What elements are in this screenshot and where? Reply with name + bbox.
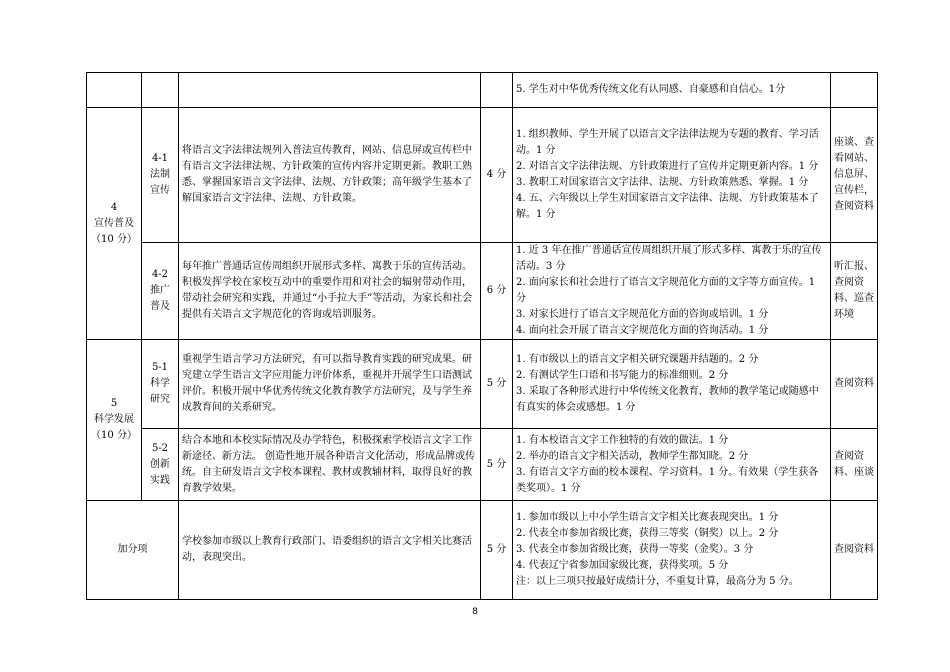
sub-title-1: 创新 — [150, 458, 170, 470]
category-title: 宣传普及 — [94, 217, 134, 229]
category-points: （10 分） — [91, 430, 137, 441]
criteria-item: 3. 代表全市参加省级比赛，获得一等奖（金奖）。3 分 — [516, 544, 754, 555]
content-cell: 将语言文字法律法规列入普法宣传教育，网站、信息屏或宣传栏中有语言文字法律法规、方针政策的宣传内容并定期更新。教职工熟悉、掌握国家语言文字法律、法规、方针政策；高年级学生基本了解国家语言文字法律、法规、方针政策。 — [179, 108, 481, 243]
criteria-item: 2. 面向家长和社会进行了语言文字规范化方面的文字等方面宣传。1 分 — [516, 277, 816, 304]
sub-title-1: 推广 — [150, 285, 170, 296]
criteria-item: 3. 教职工对国家语言文字法律、法规、方针政策熟悉、掌握。1 分 — [516, 177, 809, 188]
sub-code: 4-1 — [151, 153, 169, 164]
criteria-item: 2. 对语言文字法律法规、方针政策进行了宣传并定期更新内容。1 分 — [516, 161, 819, 172]
row-bonus — [87, 501, 878, 600]
sub-cell-empty — [142, 73, 179, 108]
sub-code: 4-2 — [151, 269, 169, 280]
content-cell: 每年推广普通话宣传周组织开展形式多样、寓教于乐的宣传活动。积极发挥学校在家校互动中的重要作用和对社会的辐射带动作用，带动社会研究和实践，并通过“小手拉大手”等活动，为家长和社会提供有关语言文字规范化的咨询或培训服务。 — [179, 243, 481, 340]
criteria-item: 2. 代表全市参加省级比赛，获得三等奖（铜奖）以上。2 分 — [516, 528, 779, 539]
cat-cell-empty — [87, 73, 142, 108]
criteria-cell — [513, 429, 831, 501]
score-cell: 5 分 — [481, 340, 513, 429]
subcategory-cell — [142, 429, 179, 501]
method-cell-empty — [831, 73, 878, 108]
criteria-item: 1. 组织教师、学生开展了以语言文字法律法规为专题的教育、学习活动。1 分 — [516, 129, 819, 156]
criteria-item: 2. 举办的语言文字相关活动，教师学生都知晓。2 分 — [516, 450, 749, 462]
criteria-cell — [513, 108, 831, 243]
sub-code: 5-1 — [151, 362, 169, 373]
sub-code: 5-2 — [151, 442, 169, 454]
method-cell: 听汇报、查阅资料、巡查环境 — [831, 243, 878, 340]
category-number: 5 — [110, 398, 118, 409]
criteria-item: 1. 有本校语言文字工作独特的有效的做法。1 分 — [516, 434, 729, 446]
evaluation-table — [86, 72, 878, 600]
category-number: 4 — [110, 201, 118, 213]
row-5-2 — [87, 429, 878, 501]
criteria-cell — [513, 73, 831, 108]
sub-title-2: 实践 — [150, 474, 170, 486]
row-4-2 — [87, 243, 878, 340]
criteria-item: 4. 五、六年级以上学生对国家语言文字法律、法规、方针政策基本了解。1 分 — [516, 193, 819, 220]
category-5-cell — [87, 340, 142, 501]
subcategory-cell — [142, 243, 179, 340]
continuation-row — [87, 73, 878, 108]
score-cell-empty — [481, 73, 513, 108]
bonus-label: 加分项 — [87, 501, 179, 600]
criteria-note: 注：以上三项只按最好成绩计分，不重复计算，最高分为 5 分。 — [516, 576, 799, 587]
score-cell: 5 分 — [481, 429, 513, 501]
content-cell: 结合本地和本校实际情况及办学特色，积极探索学校语言文字工作新途径、新方法。 创造性地开展各种语言文化活动，形成品牌或传统。自主研发语言文字校本课程、教材或教辅材料，取得良好的教育教学效果。 — [179, 429, 481, 501]
method-cell: 查阅资料 — [831, 340, 878, 429]
sub-title-2: 研究 — [150, 394, 170, 405]
sub-title-2: 普及 — [150, 301, 170, 312]
category-points: （10 分） — [91, 233, 137, 245]
sub-title-2: 宣传 — [150, 185, 170, 196]
criteria-item: 1. 参加市级以上中小学生语言文字相关比赛表现突出。1 分 — [516, 512, 779, 523]
score-cell: 4 分 — [481, 108, 513, 243]
sub-title-1: 法制 — [150, 169, 170, 180]
content-cell: 重视学生语言学习方法研究，有可以指导教育实践的研究成果。研究建立学生语言文字应用能力评价体系，重视并开展学生口语测试评价。积极开展中华优秀传统文化教育教学方法研究，及与学生养成教育间的关系研究。 — [179, 340, 481, 429]
category-4-cell — [87, 108, 142, 340]
criteria-item: 3. 对家长进行了语言文字规范化方面的咨询或培训。1 分 — [516, 309, 769, 320]
category-title: 科学发展 — [94, 414, 134, 425]
criteria-item: 4. 代表辽宁省参加国家级比赛，获得奖项。5 分 — [516, 560, 729, 571]
criteria-cell — [513, 340, 831, 429]
criteria-item: 1. 近 3 年在推广普通话宣传周组织开展了形式多样、寓教于乐的宣传活动。3 分 — [516, 245, 822, 272]
criteria-cell — [513, 501, 831, 600]
row-5-1 — [87, 340, 878, 429]
row-4-1 — [87, 108, 878, 243]
content-cell: 学校参加市级以上教育行政部门、语委组织的语言文字相关比赛活动，表现突出。 — [179, 501, 481, 600]
subcategory-cell — [142, 108, 179, 243]
content-cell-empty — [179, 73, 481, 108]
criteria-item: 5. 学生对中华优秀传统文化有认同感、自豪感和自信心。1分 — [516, 84, 786, 95]
criteria-item: 3. 采取了各种形式进行中华传统文化教育，教师的教学笔记或随感中有真实的体会或感想。1 分 — [516, 386, 819, 413]
method-cell: 查阅资料、座谈 — [831, 429, 878, 501]
page-number: 8 — [472, 607, 478, 617]
score-cell: 6 分 — [481, 243, 513, 340]
criteria-item: 3. 有语言文字方面的校本课程、学习资料。1 分。有效果（学生获各类奖项）。1 分 — [516, 466, 819, 494]
subcategory-cell — [142, 340, 179, 429]
method-cell: 座谈、查看网站、信息屏、宣传栏，查阅资料 — [831, 108, 878, 243]
criteria-item: 2. 有测试学生口语和书写能力的标准细则。2 分 — [516, 370, 729, 381]
score-cell: 5 分 — [481, 501, 513, 600]
method-cell: 查阅资料 — [831, 501, 878, 600]
criteria-item: 4. 面向社会开展了语言文字规范化方面的咨询活动。1 分 — [516, 325, 769, 336]
criteria-item: 1. 有市级以上的语言文字相关研究课题并结题的。2 分 — [516, 354, 759, 365]
sub-title-1: 科学 — [150, 378, 170, 389]
criteria-cell — [513, 243, 831, 340]
